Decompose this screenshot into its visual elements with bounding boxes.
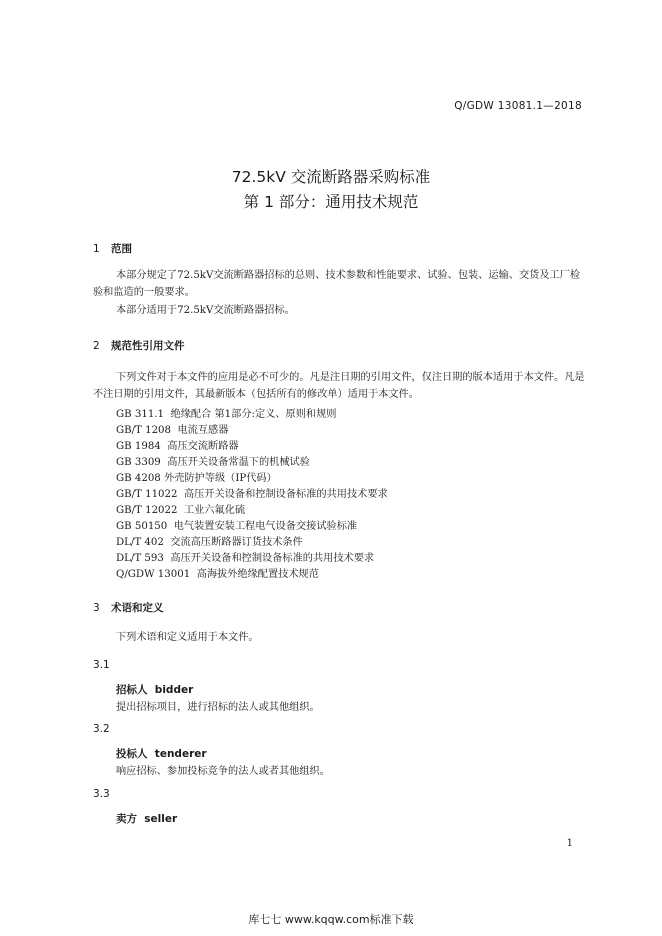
references-intro: 下列文件对于本文件的应用是必不可少的。凡是注日期的引用文件，仅注日期的版本适用于本文件。凡是不注日期的引用文件，其最新版本（包括所有的修改单）适用于本文件。 bbox=[93, 372, 585, 400]
document-title: 72.5kV 交流断路器采购标准 bbox=[231, 168, 431, 186]
scope-paragraph-2: 本部分适用于72.5kV交流断路器招标。 bbox=[116, 305, 295, 316]
section-number: 3 bbox=[93, 602, 100, 614]
reference-item: GB/T 1208 电流互感器 bbox=[116, 425, 229, 436]
reference-item: DL/T 402 交流高压断路器订货技术条件 bbox=[116, 537, 303, 548]
reference-item: GB 311.1 绝缘配合 第1部分:定义、原则和规则 bbox=[116, 409, 337, 420]
section-title: 术语和定义 bbox=[111, 602, 164, 614]
reference-item: GB/T 11022 高压开关设备和控制设备标准的共用技术要求 bbox=[116, 489, 388, 500]
section-2-heading bbox=[93, 338, 185, 353]
section-1-heading bbox=[93, 241, 132, 256]
document-subtitle: 第 1 部分：通用技术规范 bbox=[243, 193, 419, 211]
term-number: 3.1 bbox=[93, 659, 110, 671]
reference-item: GB 1984 高压交流断路器 bbox=[116, 441, 239, 452]
term-name: 投标人 tenderer bbox=[116, 748, 207, 760]
footer-watermark-link[interactable]: 库七七 www.kqqw.com标准下载 bbox=[248, 913, 414, 926]
terms-intro: 下列术语和定义适用于本文件。 bbox=[116, 632, 259, 643]
section-title: 规范性引用文件 bbox=[111, 340, 185, 352]
reference-item: GB/T 12022 工业六氟化硫 bbox=[116, 505, 246, 516]
reference-item: GB 3309 高压开关设备常温下的机械试验 bbox=[116, 457, 310, 468]
reference-item: GB 50150 电气装置安装工程电气设备交接试验标准 bbox=[116, 521, 358, 532]
term-definition: 提出招标项目，进行招标的法人或其他组织。 bbox=[116, 702, 320, 713]
term-name: 卖方 seller bbox=[116, 813, 178, 825]
section-title: 范围 bbox=[111, 243, 132, 255]
term-number: 3.2 bbox=[93, 723, 110, 735]
section-number: 2 bbox=[93, 340, 100, 352]
reference-item: GB 4208 外壳防护等级（IP代码） bbox=[116, 473, 277, 484]
scope-paragraph-1: 本部分规定了72.5kV交流断路器招标的总则、技术参数和性能要求、试验、包装、运输、交货及工厂检验和监造的一般要求。 bbox=[93, 270, 581, 298]
standard-code: Q/GDW 13081.1—2018 bbox=[454, 100, 582, 112]
reference-item: Q/GDW 13001 高海拔外绝缘配置技术规范 bbox=[116, 569, 319, 580]
page-number: 1 bbox=[566, 838, 573, 849]
reference-item: DL/T 593 高压开关设备和控制设备标准的共用技术要求 bbox=[116, 553, 375, 564]
term-name: 招标人 bidder bbox=[116, 684, 194, 696]
term-definition: 响应招标、参加投标竞争的法人或者其他组织。 bbox=[116, 766, 330, 777]
section-number: 1 bbox=[93, 243, 100, 255]
section-3-heading bbox=[93, 600, 164, 615]
term-number: 3.3 bbox=[93, 788, 110, 800]
